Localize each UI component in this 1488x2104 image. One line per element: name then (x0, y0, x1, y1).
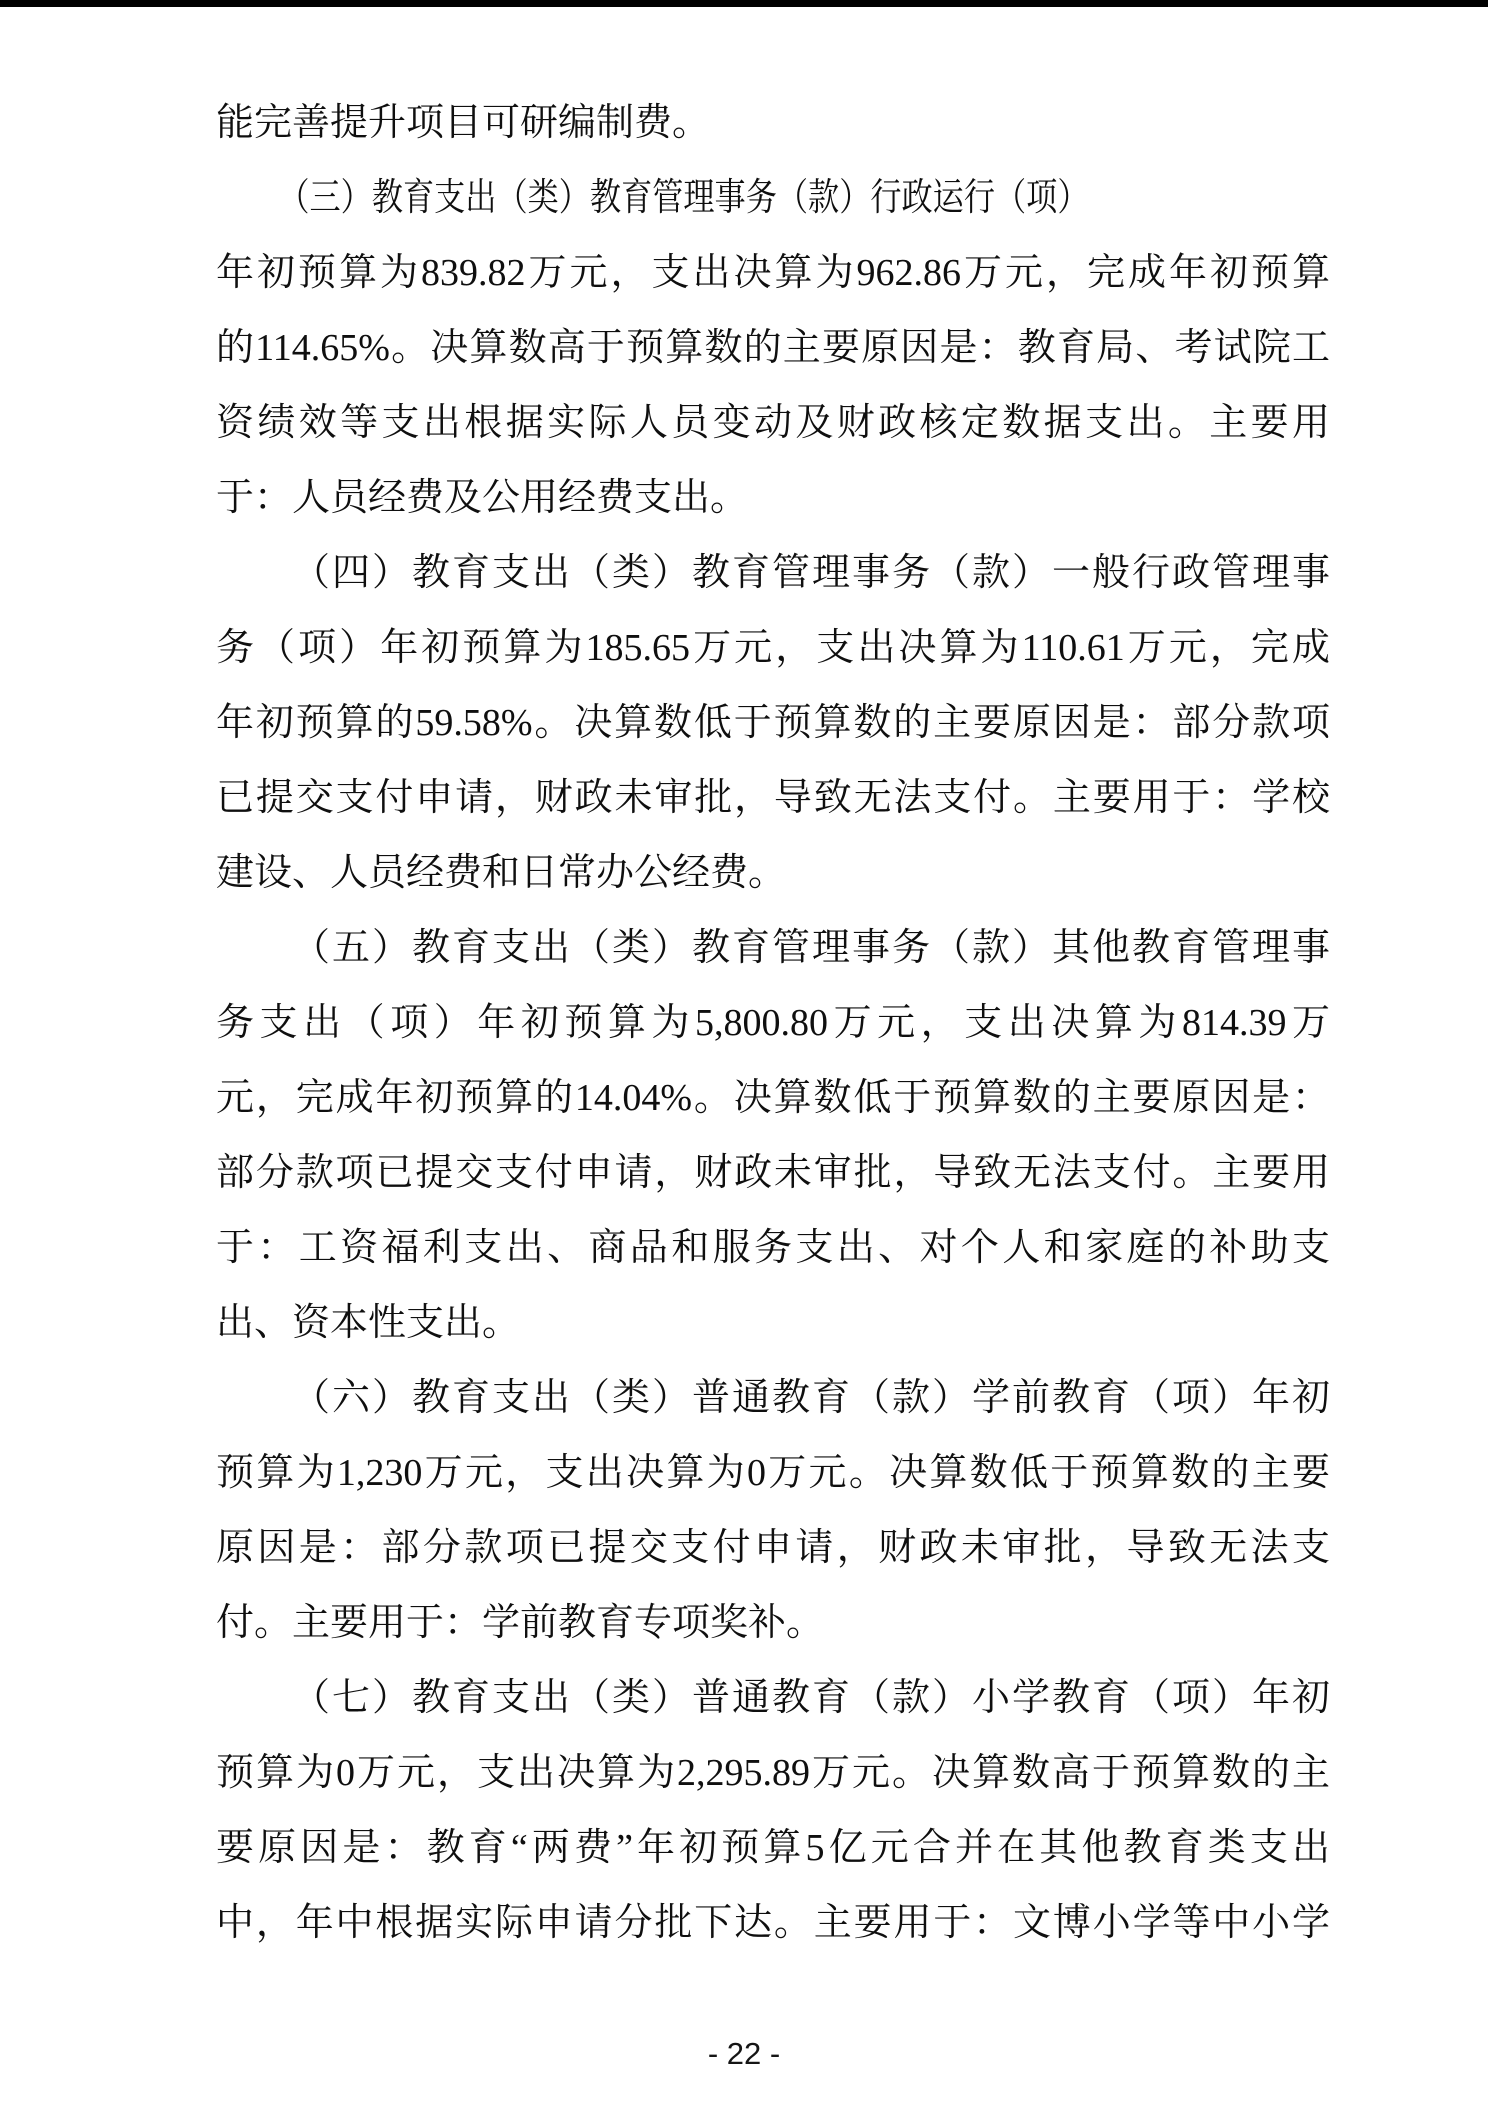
text-line: 付。主要用于：学前教育专项奖补。 (216, 1602, 825, 1644)
document-body (216, 86, 1330, 1961)
text-line-section-3-heading: （三）教育支出（类）教育管理事务（款）行政运行（项） (278, 177, 1089, 219)
page-top-border (0, 0, 1488, 7)
text-line: 预算为0万元，支出决算为2,295.89万元。决算数高于预算数的主 (216, 1752, 1330, 1794)
text-line: 年初预算为839.82万元，支出决算为962.86万元，完成年初预算 (216, 252, 1330, 294)
text-line: 务支出（项）年初预算为5,800.80万元，支出决算为814.39万 (216, 1002, 1330, 1044)
text-line: 资绩效等支出根据实际人员变动及财政核定数据支出。主要用 (216, 402, 1330, 444)
text-line: 务（项）年初预算为185.65万元，支出决算为110.61万元，完成 (216, 627, 1330, 669)
text-line-section-7-heading: （七）教育支出（类）普通教育（款）小学教育（项）年初 (292, 1677, 1330, 1719)
text-line: 已提交支付申请，财政未审批，导致无法支付。主要用于：学校 (216, 777, 1330, 819)
text-line: 于：工资福利支出、商品和服务支出、对个人和家庭的补助支 (216, 1227, 1330, 1269)
text-line: 能完善提升项目可研编制费。 (216, 102, 711, 144)
text-line: 的114.65%。决算数高于预算数的主要原因是：教育局、考试院工 (216, 327, 1330, 369)
text-line: 原因是：部分款项已提交支付申请，财政未审批，导致无法支 (216, 1527, 1330, 1569)
text-line: 年初预算的59.58%。决算数低于预算数的主要原因是：部分款项 (216, 702, 1330, 744)
text-line-section-5-heading: （五）教育支出（类）教育管理事务（款）其他教育管理事 (292, 927, 1330, 969)
text-line: 部分款项已提交支付申请，财政未审批，导致无法支付。主要用 (216, 1152, 1330, 1194)
text-line: 中，年中根据实际申请分批下达。主要用于：文博小学等中小学 (216, 1902, 1330, 1944)
text-line: 建设、人员经费和日常办公经费。 (216, 852, 787, 894)
text-line: 于：人员经费及公用经费支出。 (216, 477, 749, 519)
page-number: - 22 - (707, 2036, 781, 2071)
text-line: 元，完成年初预算的14.04%。决算数低于预算数的主要原因是： (216, 1077, 1330, 1119)
text-line: 要原因是：教育“两费”年初预算5亿元合并在其他教育类支出 (216, 1827, 1330, 1869)
text-line-section-6-heading: （六）教育支出（类）普通教育（款）学前教育（项）年初 (292, 1377, 1330, 1419)
text-line: 出、资本性支出。 (216, 1302, 521, 1344)
page-footer (0, 2036, 1488, 2072)
text-line-section-4-heading: （四）教育支出（类）教育管理事务（款）一般行政管理事 (292, 552, 1330, 594)
text-line: 预算为1,230万元，支出决算为0万元。决算数低于预算数的主要 (216, 1452, 1330, 1494)
